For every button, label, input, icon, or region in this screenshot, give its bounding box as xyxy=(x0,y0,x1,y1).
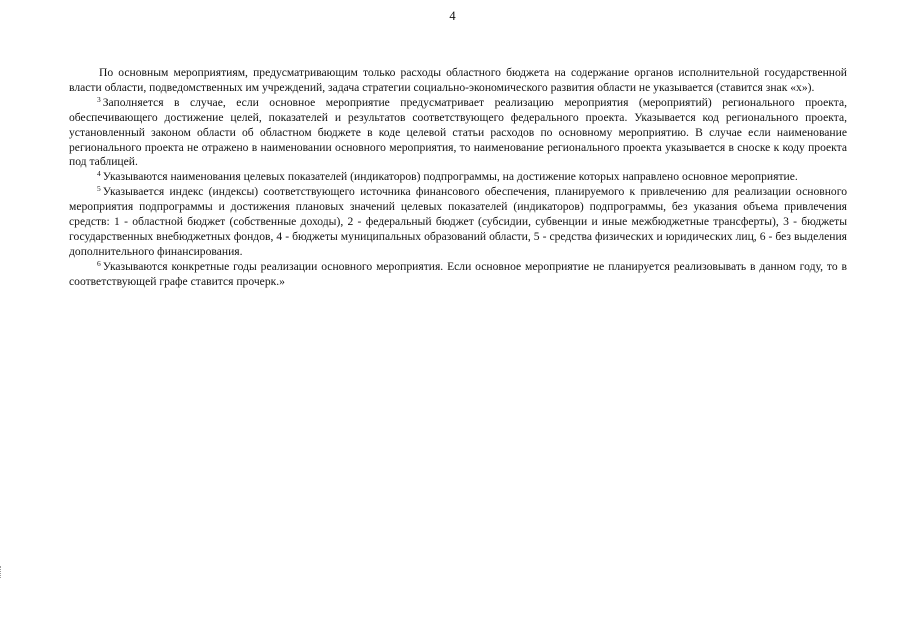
footnote-mark: 6 xyxy=(97,258,101,268)
footnote-3 xyxy=(69,96,847,171)
footnote-mark: 4 xyxy=(97,169,101,179)
paragraph-text: Указываются конкретные годы реализации основного мероприятия. Если основное мероприятие не планируется реализовывать в данном году, то в соответствующей графе ставится прочерк.» xyxy=(69,259,847,288)
footnote-mark: 5 xyxy=(97,184,101,194)
paragraph-text: Заполняется в случае, если основное мероприятие предусматривает реализацию мероприятия (мероприятий) регионального проекта, обеспечивающего достижение целей, показателей и результатов соответствующего федерального проекта. Указывается код регионального проекта, установленный законом области об областном бюджете в коде целевой статьи расходов по основному мероприятию. В случае если наименование регионального проекта не отражено в наименовании основного мероприятия, то наименование регионального проекта указывается в сноске к коду проекта под таблицей. xyxy=(69,95,847,169)
footnote-6 xyxy=(69,260,847,290)
footnote-5 xyxy=(69,185,847,260)
scan-edge-mark xyxy=(0,566,3,578)
footnote-mark: 3 xyxy=(97,94,101,104)
footnotes-text xyxy=(69,66,847,290)
footnote-4 xyxy=(69,170,847,185)
paragraph-text: Указываются наименования целевых показателей (индикаторов) подпрограммы, на достижение которых направлено основное мероприятие. xyxy=(102,170,798,184)
paragraph-intro xyxy=(69,66,847,96)
paragraph-text: По основным мероприятиям, предусматривающим только расходы областного бюджета на содержание органов исполнительной государственной власти области, подведомственных им учреждений, задача стратегии социально-экономического развития области не указывается (ставится знак «х»). xyxy=(69,66,847,94)
paragraph-text: Указывается индекс (индексы) соответствующего источника финансового обеспечения, планируемого к привлечению для реализации основного мероприятия подпрограммы и достижения плановых значений целевых показателей (индикаторов) подпрограммы, без указания объема привлечения средств: 1 - областной бюджет (собственные доходы), 2 - федеральный бюджет (субсидии, субвенции и иные межбюджетные трансферты), 3 - бюджеты государственных внебюджетных фондов, 4 - бюджеты муниципальных образований области, 5 - средства физических и юридических лиц, 6 - без выделения дополнительного финансирования. xyxy=(69,185,847,258)
page-number: 4 xyxy=(449,9,456,23)
